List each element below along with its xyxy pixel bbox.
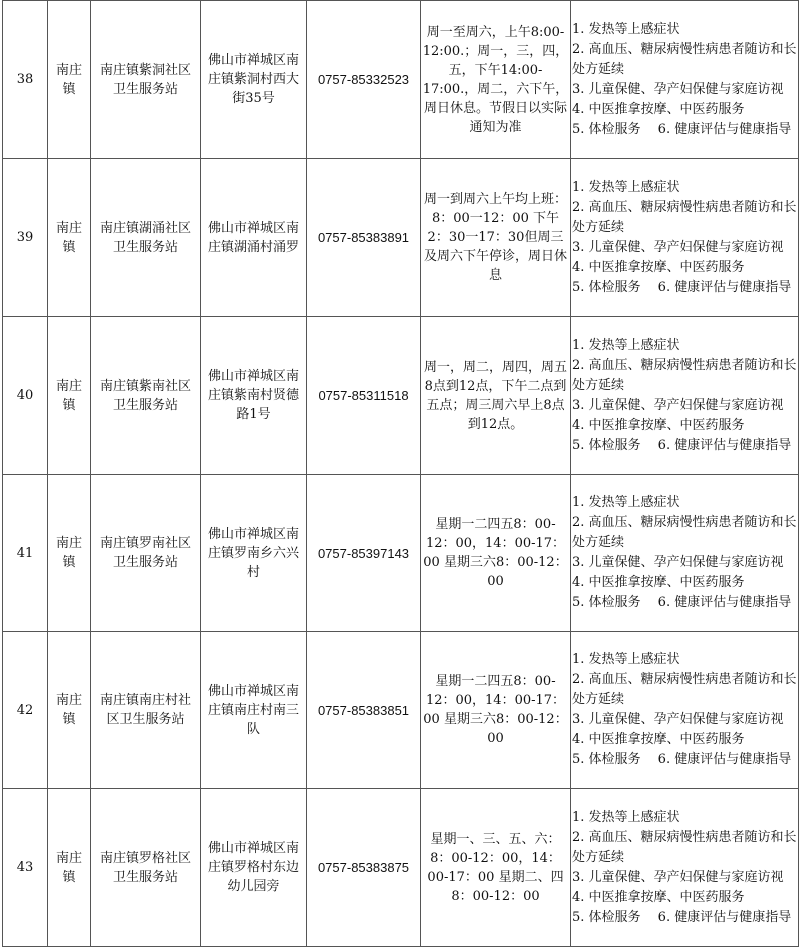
service-line: 1. 发热等上感症状 bbox=[572, 21, 680, 37]
row-station-name: 南庄镇紫洞社区卫生服务站 bbox=[91, 1, 201, 159]
row-hours: 周一至周六，上午8:00-12:00.；周一，三，四，五，下午14:00-17:00.，周二，六下午，周日休息。节假日以实际通知为准 bbox=[421, 1, 571, 159]
service-line: 2. 高血压、糖尿病慢性病患者随访和长处方延续 bbox=[572, 357, 797, 393]
row-address: 佛山市禅城区南庄镇罗格村东边幼儿园旁 bbox=[201, 789, 307, 947]
row-address: 佛山市禅城区南庄镇南庄村南三队 bbox=[201, 632, 307, 789]
row-index: 41 bbox=[3, 475, 48, 632]
table-row bbox=[3, 317, 799, 475]
row-phone: 0757-85332523 bbox=[307, 1, 421, 159]
row-town: 南庄镇 bbox=[48, 789, 91, 947]
row-station-name: 南庄镇罗南社区卫生服务站 bbox=[91, 475, 201, 632]
service-line: 4. 中医推拿按摩、中医药服务 bbox=[572, 417, 745, 433]
service-line: 2. 高血压、糖尿病慢性病患者随访和长处方延续 bbox=[572, 829, 797, 865]
row-index: 43 bbox=[3, 789, 48, 947]
table-row bbox=[3, 789, 799, 947]
service-line: 5. 体检服务 6. 健康评估与健康指导 bbox=[572, 752, 792, 767]
row-phone: 0757-85397143 bbox=[307, 475, 421, 632]
row-town: 南庄镇 bbox=[48, 632, 91, 789]
service-line: 4. 中医推拿按摩、中医药服务 bbox=[572, 259, 745, 275]
service-line: 4. 中医推拿按摩、中医药服务 bbox=[572, 575, 745, 590]
service-line: 3. 儿童保健、孕产妇保健与家庭访视 bbox=[572, 397, 784, 413]
service-line: 2. 高血压、糖尿病慢性病患者随访和长处方延续 bbox=[572, 199, 797, 235]
service-line: 4. 中医推拿按摩、中医药服务 bbox=[572, 732, 745, 747]
service-line: 1. 发热等上感症状 bbox=[572, 179, 680, 195]
table-row bbox=[3, 159, 799, 317]
row-phone: 0757-85383891 bbox=[307, 159, 421, 317]
service-line: 5. 体检服务 6. 健康评估与健康指导 bbox=[572, 595, 792, 610]
row-hours: 周一到周六上午均上班：8：00一12：00 下午2：30一17：30但周三及周六下午停诊，周日休息 bbox=[421, 159, 571, 317]
row-index: 39 bbox=[3, 159, 48, 317]
row-address: 佛山市禅城区南庄镇紫南村贤德路1号 bbox=[201, 317, 307, 475]
row-hours: 周一，周二，周四，周五8点到12点，下午二点到五点；周三周六早上8点到12点。 bbox=[421, 317, 571, 475]
service-line: 1. 发热等上感症状 bbox=[572, 337, 680, 353]
row-index: 40 bbox=[3, 317, 48, 475]
health-station-table bbox=[2, 0, 799, 947]
service-line: 2. 高血压、糖尿病慢性病患者随访和长处方延续 bbox=[572, 672, 797, 707]
row-services bbox=[571, 159, 799, 317]
row-services bbox=[571, 475, 799, 632]
service-line: 4. 中医推拿按摩、中医药服务 bbox=[572, 101, 745, 117]
service-line: 5. 体检服务 6. 健康评估与健康指导 bbox=[572, 909, 792, 925]
table-row bbox=[3, 475, 799, 632]
row-phone: 0757-85383875 bbox=[307, 789, 421, 947]
table-row bbox=[3, 632, 799, 789]
row-address: 佛山市禅城区南庄镇罗南乡六兴村 bbox=[201, 475, 307, 632]
service-line: 3. 儿童保健、孕产妇保健与家庭访视 bbox=[572, 555, 784, 570]
service-line: 4. 中医推拿按摩、中医药服务 bbox=[572, 889, 745, 905]
table-body bbox=[3, 1, 799, 947]
service-line: 1. 发热等上感症状 bbox=[572, 652, 680, 667]
service-line: 5. 体检服务 6. 健康评估与健康指导 bbox=[572, 121, 792, 137]
service-line: 1. 发热等上感症状 bbox=[572, 809, 680, 825]
row-address: 佛山市禅城区南庄镇湖涌村涌罗 bbox=[201, 159, 307, 317]
service-line: 3. 儿童保健、孕产妇保健与家庭访视 bbox=[572, 869, 784, 885]
service-line: 5. 体检服务 6. 健康评估与健康指导 bbox=[572, 279, 792, 295]
row-services bbox=[571, 789, 799, 947]
row-town: 南庄镇 bbox=[48, 317, 91, 475]
row-hours: 星期一二四五8：00-12：00，14：00-17：00 星期三六8：00-12：00 bbox=[421, 475, 571, 632]
service-line: 3. 儿童保健、孕产妇保健与家庭访视 bbox=[572, 81, 784, 97]
row-station-name: 南庄镇紫南社区卫生服务站 bbox=[91, 317, 201, 475]
service-line: 2. 高血压、糖尿病慢性病患者随访和长处方延续 bbox=[572, 515, 797, 550]
row-index: 42 bbox=[3, 632, 48, 789]
service-line: 3. 儿童保健、孕产妇保健与家庭访视 bbox=[572, 712, 784, 727]
row-station-name: 南庄镇湖涌社区卫生服务站 bbox=[91, 159, 201, 317]
row-town: 南庄镇 bbox=[48, 1, 91, 159]
row-services bbox=[571, 1, 799, 159]
row-services bbox=[571, 317, 799, 475]
service-line: 1. 发热等上感症状 bbox=[572, 495, 680, 510]
row-town: 南庄镇 bbox=[48, 475, 91, 632]
row-station-name: 南庄镇南庄村社区卫生服务站 bbox=[91, 632, 201, 789]
row-address: 佛山市禅城区南庄镇紫洞村西大街35号 bbox=[201, 1, 307, 159]
row-phone: 0757-85383851 bbox=[307, 632, 421, 789]
row-hours: 星期一二四五8：00-12：00，14：00-17：00 星期三六8：00-12：00 bbox=[421, 632, 571, 789]
service-line: 2. 高血压、糖尿病慢性病患者随访和长处方延续 bbox=[572, 41, 797, 77]
row-phone: 0757-85311518 bbox=[307, 317, 421, 475]
row-hours: 星期一、三、五、六：8：00-12：00，14：00-17：00 星期二、四8：00-12：00 bbox=[421, 789, 571, 947]
row-index: 38 bbox=[3, 1, 48, 159]
row-station-name: 南庄镇罗格社区卫生服务站 bbox=[91, 789, 201, 947]
service-line: 5. 体检服务 6. 健康评估与健康指导 bbox=[572, 437, 792, 453]
table-row bbox=[3, 1, 799, 159]
service-line: 3. 儿童保健、孕产妇保健与家庭访视 bbox=[572, 239, 784, 255]
row-town: 南庄镇 bbox=[48, 159, 91, 317]
row-services bbox=[571, 632, 799, 789]
